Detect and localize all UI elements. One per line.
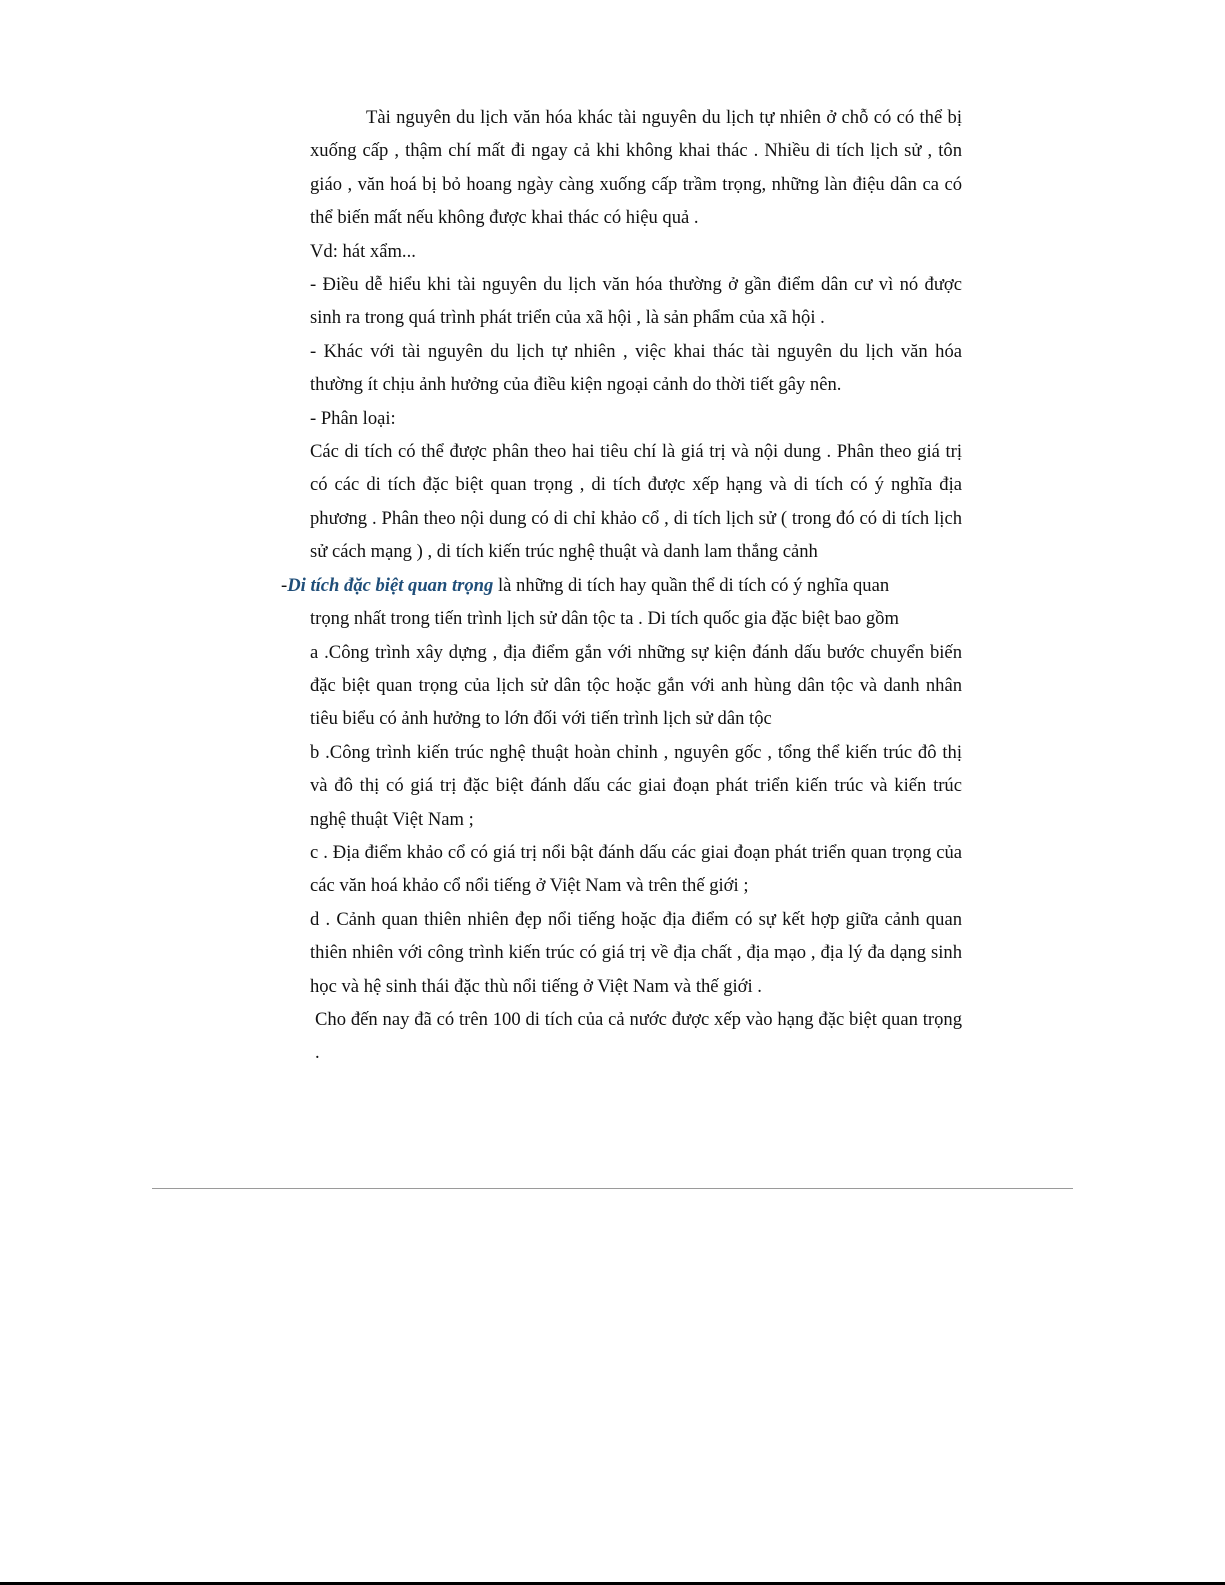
paragraph-special-relics-definition-cont: trọng nhất trong tiến trình lịch sử dân tộc ta . Di tích quốc gia đặc biệt bao gồm: [310, 608, 899, 630]
paragraph-conclusion: Cho đến nay đã có trên 100 di tích của cả nước được xếp vào hạng đặc biệt quan trọng .: [315, 1008, 962, 1064]
list-item-b: [310, 736, 962, 836]
list-item-a: a .Công trình xây dựng , địa điểm gắn với những sự kiện đánh dấu bước chuyển biến đặc biệt quan trọng của lịch sử dân tộc hoặc gắn với anh hùng dân tộc và danh nhân tiêu biểu có ảnh hưởng to lớn đối với tiến trình lịch sử dân tộc: [310, 641, 962, 730]
paragraph-weather-influence: - Khác với tài nguyên du lịch tự nhiên , việc khai thác tài nguyên du lịch văn hóa thường ít chịu ảnh hưởng của điều kiện ngoại cảnh do thời tiết gây nên.: [310, 340, 962, 396]
paragraph-classification-heading: - Phân loại:: [310, 407, 396, 429]
list-item-b-text: b .Công trình kiến trúc nghệ thuật hoàn chỉnh , nguyên gốc , tổng thể kiến trúc đô thị và đô thị có giá trị đặc biệt đánh dấu các giai đoạn phát triển kiến trúc và kiến trúc nghệ thuật Việt Nam ;: [310, 741, 962, 830]
paragraph-example: Vd: hát xẩm...: [310, 240, 416, 262]
paragraph-near-residential: - Điều dễ hiểu khi tài nguyên du lịch văn hóa thường ở gần điểm dân cư vì nó được sinh ra trong quá trình phát triển của xã hội , là sản phẩm của xã hội .: [310, 274, 962, 329]
special-relics-term: Di tích đặc biệt quan trọng: [287, 574, 494, 596]
document-body: [281, 101, 962, 1070]
footer-divider: [152, 1188, 1073, 1189]
list-item-c: c . Địa điểm khảo cổ có giá trị nổi bật đánh dấu các giai đoạn phát triển quan trọng của các văn hoá khảo cổ nổi tiếng ở Việt Nam và trên thế giới ;: [310, 841, 962, 897]
paragraph-cultural-resources-degradation: Tài nguyên du lịch văn hóa khác tài nguyên du lịch tự nhiên ở chỗ có có thể bị xuống cấp , thậm chí mất đi ngay cả khi không khai thác . Nhiều di tích lịch sử , tôn giáo , văn hoá bị bỏ hoang ngày càng xuống cấp trầm trọng, những làn điệu dân ca có thể biến mất nếu không được khai thác có hiệu quả .: [310, 107, 962, 229]
paragraph-classification-criteria: Các di tích có thể được phân theo hai tiêu chí là giá trị và nội dung . Phân theo giá trị có các di tích đặc biệt quan trọng , di tích được xếp hạng và di tích có ý nghĩa địa phương . Phân theo nội dung có di chỉ khảo cổ , di tích lịch sử ( trong đó có di tích lịch sử cách mạng ) , di tích kiến trúc nghệ thuật và danh lam thắng cảnh: [310, 441, 962, 563]
paragraph-special-relics-definition: [281, 569, 962, 602]
special-relics-definition-line1: là những di tích hay quần thể di tích có ý nghĩa quan: [493, 574, 890, 596]
dash-prefix: -: [281, 574, 288, 596]
list-item-d: d . Cảnh quan thiên nhiên đẹp nổi tiếng hoặc địa điểm có sự kết hợp giữa cảnh quan thiên nhiên với công trình kiến trúc có giá trị về địa chất , địa mạo , địa lý đa dạng sinh học và hệ sinh thái đặc thù nổi tiếng ở Việt Nam và thế giới .: [310, 908, 962, 997]
